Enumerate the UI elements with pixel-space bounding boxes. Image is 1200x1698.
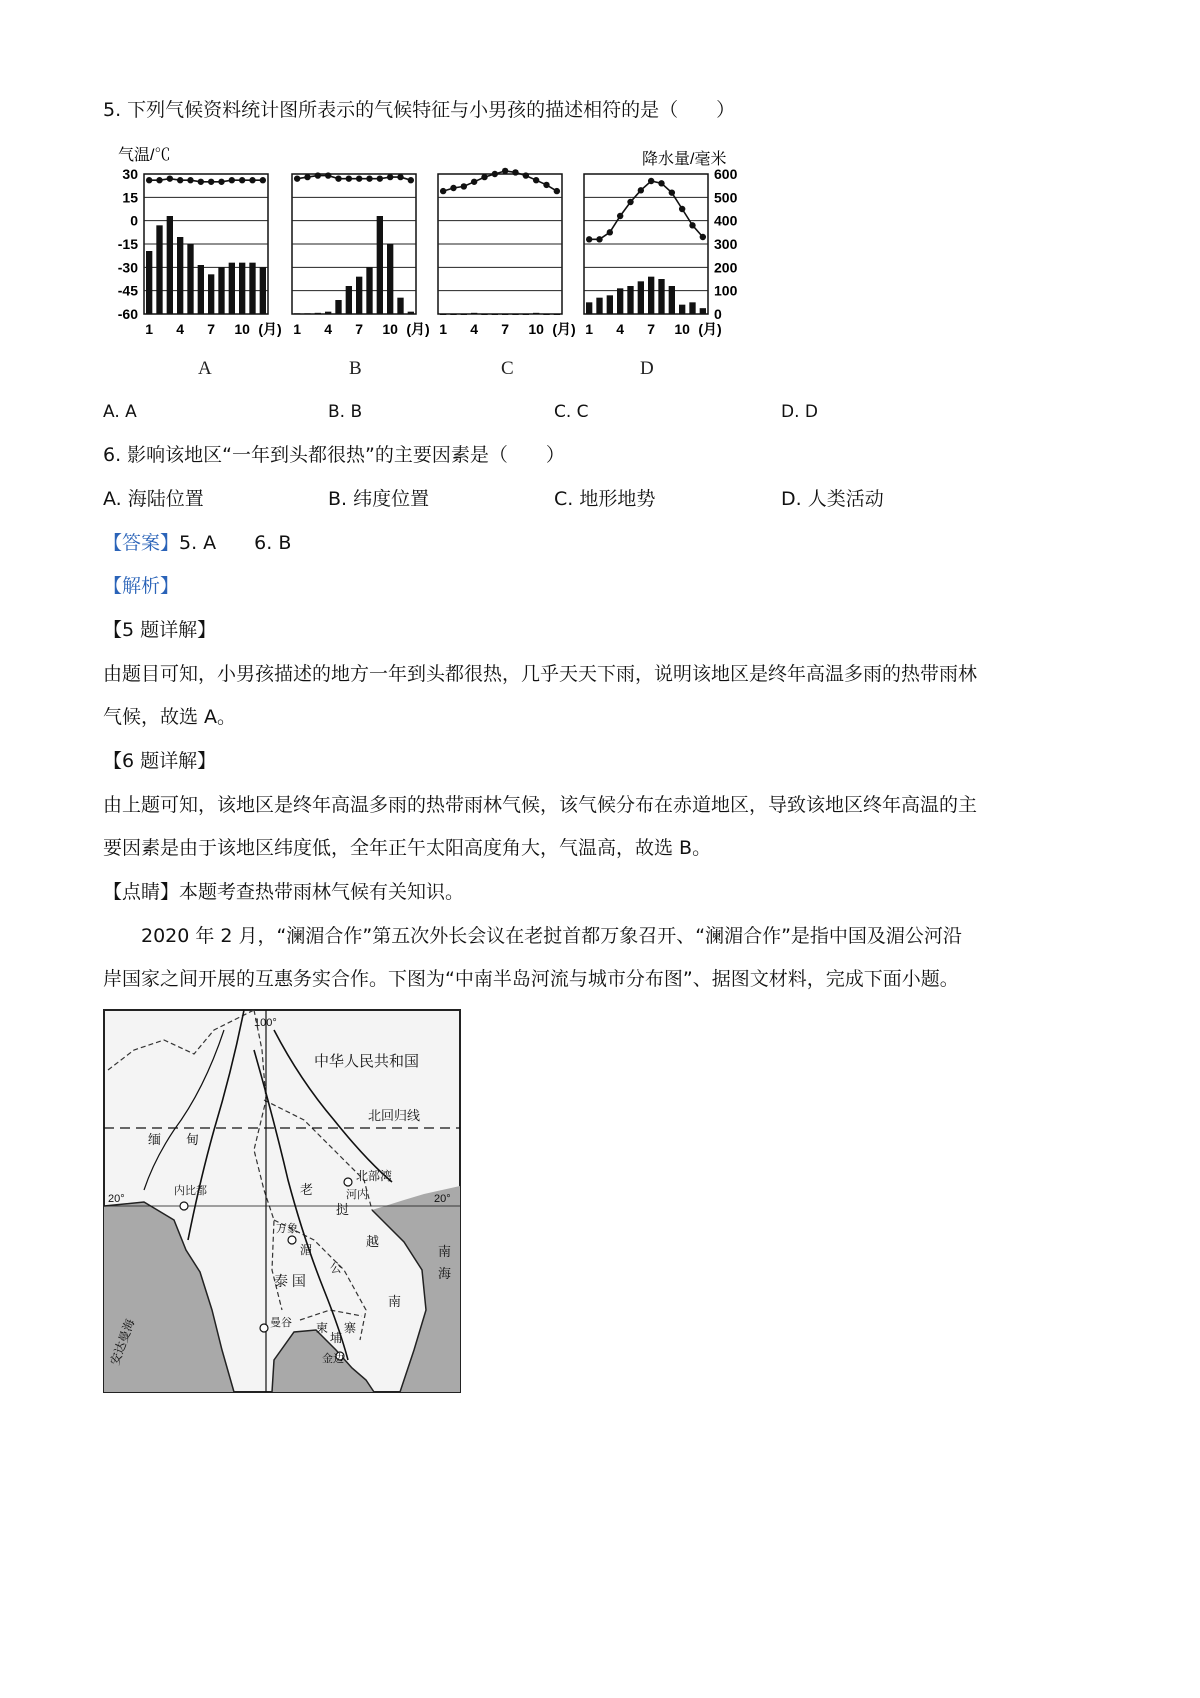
- precip-bar: [397, 298, 403, 314]
- temp-point: [346, 175, 352, 181]
- temp-tick-label: 0: [130, 212, 138, 229]
- month-tick-label: 10: [382, 321, 398, 337]
- precip-bar: [208, 274, 214, 314]
- precip-bar: [366, 267, 372, 314]
- temp-point: [397, 174, 403, 180]
- passage-line2: 岸国家之间开展的互惠务实合作。下图为“中南半岛河流与城市分布图”、据图文材料，完成下面小题。: [103, 968, 959, 990]
- temp-point: [356, 175, 362, 181]
- month-unit-label: (月): [258, 321, 282, 337]
- temp-point: [689, 222, 695, 228]
- month-tick-label: 10: [674, 321, 690, 337]
- precip-bar: [387, 244, 393, 314]
- answer-text: 5. A 6. B: [179, 532, 292, 554]
- precip-tick-label: 200: [714, 259, 738, 276]
- detail6-line2: 要因素是由于该地区纬度低，全年正午太阳高度角大，气温高，故选 B。: [103, 837, 712, 859]
- map-label-laos-2: 挝: [336, 1202, 350, 1217]
- temp-point: [408, 177, 414, 183]
- detail5-heading: 【5 题详解】: [103, 619, 217, 641]
- precip-bar: [229, 263, 235, 314]
- analysis-label: 【解析】: [103, 575, 180, 597]
- temp-point: [294, 175, 300, 181]
- precip-bar: [177, 237, 183, 314]
- q5-stem: 5. 下列气候资料统计图所表示的气候特征与小男孩的描述相符的是（ ）: [103, 99, 736, 121]
- q6-stem: 6. 影响该地区“一年到头都很热”的主要因素是（ ）: [103, 444, 565, 466]
- map-label-naypyidaw: 内比都: [174, 1185, 207, 1197]
- detail5-line1: 由题目可知，小男孩描述的地方一年到头都很热，几乎天天下雨，说明该地区是终年高温多雨的热带雨林: [103, 663, 978, 685]
- temp-point: [450, 185, 456, 191]
- precip-bar: [617, 288, 623, 314]
- temp-point: [229, 177, 235, 183]
- precip-tick-label: 400: [714, 212, 738, 229]
- map-label-bangkok: 曼谷: [270, 1317, 292, 1329]
- precip-bar: [502, 314, 508, 315]
- temp-point: [325, 172, 331, 178]
- precip-bar: [607, 295, 613, 314]
- map-label-burma-2: 甸: [186, 1132, 200, 1147]
- precip-bar: [167, 216, 173, 314]
- temp-point: [679, 206, 685, 212]
- passage-line1: 2020 年 2 月，“澜湄合作”第五次外长会议在老挝首都万象召开、“澜湄合作”是指中国及湄公河沿: [141, 925, 962, 947]
- month-tick-label: 1: [293, 321, 302, 337]
- month-tick-label: 4: [324, 321, 333, 337]
- precip-tick-label: 600: [714, 166, 738, 182]
- q5-option-a: A. A: [103, 402, 137, 422]
- map-label-cambodia-2: 埔: [330, 1331, 343, 1345]
- precip-bar: [249, 263, 255, 314]
- map-label-tropic: 北回归线: [368, 1108, 421, 1123]
- point-note: 【点睛】本题考查热带雨林气候有关知识。: [103, 881, 465, 903]
- precip-axis-label: 降水量/毫米: [642, 151, 727, 168]
- map-label-cambodia-3: 寨: [344, 1321, 357, 1335]
- month-tick-label: 4: [176, 321, 185, 337]
- temp-point: [187, 177, 193, 183]
- precip-bar: [689, 302, 695, 314]
- temp-point: [502, 168, 508, 174]
- map-label-andaman: 安达曼海: [107, 1317, 138, 1368]
- map-label-vietnam-1: 越: [366, 1234, 380, 1249]
- temp-point: [218, 179, 224, 185]
- map-label-mekong-1: 湄: [300, 1243, 313, 1257]
- temp-point: [617, 213, 623, 219]
- temp-point: [669, 189, 675, 195]
- temp-line: [149, 179, 263, 182]
- temp-point: [471, 179, 477, 185]
- answer-line: [103, 531, 291, 555]
- map-label-burma-1: 缅: [148, 1132, 162, 1147]
- temp-point: [366, 175, 372, 181]
- temp-point: [638, 187, 644, 193]
- precip-bar: [461, 314, 467, 315]
- map-label-lat-right: 20°: [434, 1193, 451, 1205]
- temp-tick-label: -15: [117, 236, 138, 252]
- temp-point: [315, 172, 321, 178]
- map-label-cambodia-1: 柬: [316, 1321, 329, 1335]
- temp-point: [492, 171, 498, 177]
- month-unit-label: (月): [698, 321, 722, 337]
- precip-bar: [471, 313, 477, 314]
- precip-bar: [346, 286, 352, 314]
- temp-line: [589, 181, 703, 239]
- temp-point: [177, 177, 183, 183]
- map-label-vietnam-2: 南: [388, 1294, 402, 1309]
- detail6-heading: 【6 题详解】: [103, 750, 217, 772]
- temp-point: [377, 175, 383, 181]
- temp-point: [387, 174, 393, 180]
- precip-bar: [335, 300, 341, 314]
- precip-bar: [658, 279, 664, 314]
- answer-label: 【答案】: [103, 532, 180, 554]
- temp-point: [167, 175, 173, 181]
- map-label-sea-2: 海: [438, 1266, 452, 1281]
- temp-point: [607, 229, 613, 235]
- month-tick-label: 10: [528, 321, 544, 337]
- temp-point: [146, 177, 152, 183]
- map-label-sea-1: 南: [438, 1244, 452, 1259]
- temp-point: [533, 177, 539, 183]
- map-label-mekong-2: 公: [330, 1261, 343, 1275]
- month-unit-label: (月): [552, 321, 576, 337]
- climate-charts: [110, 140, 738, 340]
- temp-point: [239, 177, 245, 183]
- precip-bar: [294, 313, 300, 314]
- precip-bar: [586, 302, 592, 314]
- detail5-line2: 气候，故选 A。: [103, 706, 237, 728]
- temp-line: [297, 176, 411, 181]
- month-tick-label: 4: [470, 321, 479, 337]
- precip-bar: [218, 267, 224, 314]
- month-tick-label: 4: [616, 321, 625, 337]
- map-label-laos-1: 老: [300, 1182, 314, 1197]
- temp-point: [627, 199, 633, 205]
- precip-bar: [700, 308, 706, 314]
- precip-bar: [543, 314, 549, 315]
- precip-bar: [260, 267, 266, 314]
- month-tick-label: 1: [585, 321, 594, 337]
- q6-option-a: A. 海陆位置: [103, 488, 204, 510]
- precip-bar: [377, 216, 383, 314]
- precip-bar: [596, 298, 602, 314]
- temp-point: [335, 175, 341, 181]
- month-tick-label: 10: [234, 321, 250, 337]
- temp-tick-label: -45: [117, 282, 138, 299]
- precip-bar: [450, 314, 456, 315]
- precip-bar: [554, 314, 560, 315]
- precip-bar: [304, 313, 310, 314]
- temp-point: [554, 188, 560, 194]
- precip-tick-label: 500: [714, 189, 738, 206]
- map-label-thailand: 泰 国: [274, 1273, 306, 1289]
- precip-bar: [679, 305, 685, 314]
- temp-tick-label: -30: [117, 259, 138, 276]
- chart-caption-d: D: [640, 358, 654, 379]
- temp-tick-label: 30: [122, 166, 138, 182]
- detail6-line1: 由上题可知，该地区是终年高温多雨的热带雨林气候，该气候分布在赤道地区，导致该地区终年高温的主: [103, 794, 978, 816]
- q5-option-c: C. C: [554, 402, 589, 422]
- q5-option-b: B. B: [328, 402, 363, 422]
- temp-point: [596, 236, 602, 242]
- temp-point: [543, 182, 549, 188]
- precip-bar: [512, 314, 518, 315]
- precip-bar: [627, 286, 633, 314]
- map-label-phnompenh: 金边: [322, 1353, 344, 1365]
- temp-point: [461, 183, 467, 189]
- map-label-gulf: 北部湾: [356, 1169, 393, 1183]
- precip-bar: [146, 251, 152, 314]
- q6-option-b: B. 纬度位置: [328, 488, 430, 510]
- q6-option-d: D. 人类活动: [781, 488, 884, 510]
- map-label-china: 中华人民共和国: [314, 1053, 420, 1070]
- precip-bar: [408, 312, 414, 314]
- temp-point: [586, 236, 592, 242]
- map-label-vientiane: 万象: [276, 1223, 298, 1235]
- precip-tick-label: 300: [714, 236, 738, 252]
- precip-bar: [187, 244, 193, 314]
- chart-caption-a: A: [198, 358, 212, 379]
- precip-bar: [533, 313, 539, 314]
- precip-bar: [669, 286, 675, 314]
- temp-point: [700, 234, 706, 240]
- indochina-map: [104, 1010, 460, 1392]
- precip-bar: [638, 281, 644, 314]
- precip-bar: [492, 314, 498, 315]
- map-label-lat-left: 20°: [108, 1193, 125, 1205]
- temp-point: [658, 180, 664, 186]
- temp-point: [481, 174, 487, 180]
- precip-tick-label: 0: [714, 306, 722, 322]
- chart-caption-c: C: [501, 358, 514, 379]
- precip-bar: [239, 263, 245, 314]
- precip-bar: [523, 314, 529, 315]
- map-label-hanoi: 河内: [346, 1189, 368, 1201]
- precip-tick-label: 100: [714, 282, 738, 299]
- temp-point: [260, 177, 266, 183]
- month-tick-label: 1: [145, 321, 154, 337]
- q5-option-d: D. D: [781, 402, 818, 422]
- q6-option-c: C. 地形地势: [554, 488, 656, 510]
- temp-point: [208, 179, 214, 185]
- temp-point: [304, 174, 310, 180]
- map-label-longitude: 100°: [254, 1017, 277, 1029]
- month-tick-label: 7: [207, 321, 216, 337]
- month-tick-label: 7: [647, 321, 656, 337]
- temp-point: [249, 177, 255, 183]
- chart-caption-b: B: [349, 358, 362, 379]
- month-unit-label: (月): [406, 321, 430, 337]
- temp-axis-label: 气温/℃: [118, 147, 171, 164]
- precip-bar: [481, 314, 487, 315]
- temp-point: [512, 169, 518, 175]
- precip-bar: [315, 313, 321, 314]
- temp-tick-label: 15: [122, 189, 138, 206]
- month-tick-label: 7: [355, 321, 364, 337]
- month-tick-label: 1: [439, 321, 448, 337]
- temp-point: [523, 172, 529, 178]
- precip-bar: [156, 225, 162, 314]
- temp-tick-label: -60: [117, 306, 138, 322]
- precip-bar: [325, 312, 331, 314]
- month-tick-label: 7: [501, 321, 510, 337]
- temp-point: [648, 178, 654, 184]
- temp-point: [440, 188, 446, 194]
- precip-bar: [356, 277, 362, 314]
- precip-bar: [440, 314, 446, 315]
- precip-bar: [198, 265, 204, 314]
- temp-point: [156, 177, 162, 183]
- temp-point: [198, 179, 204, 185]
- precip-bar: [648, 277, 654, 314]
